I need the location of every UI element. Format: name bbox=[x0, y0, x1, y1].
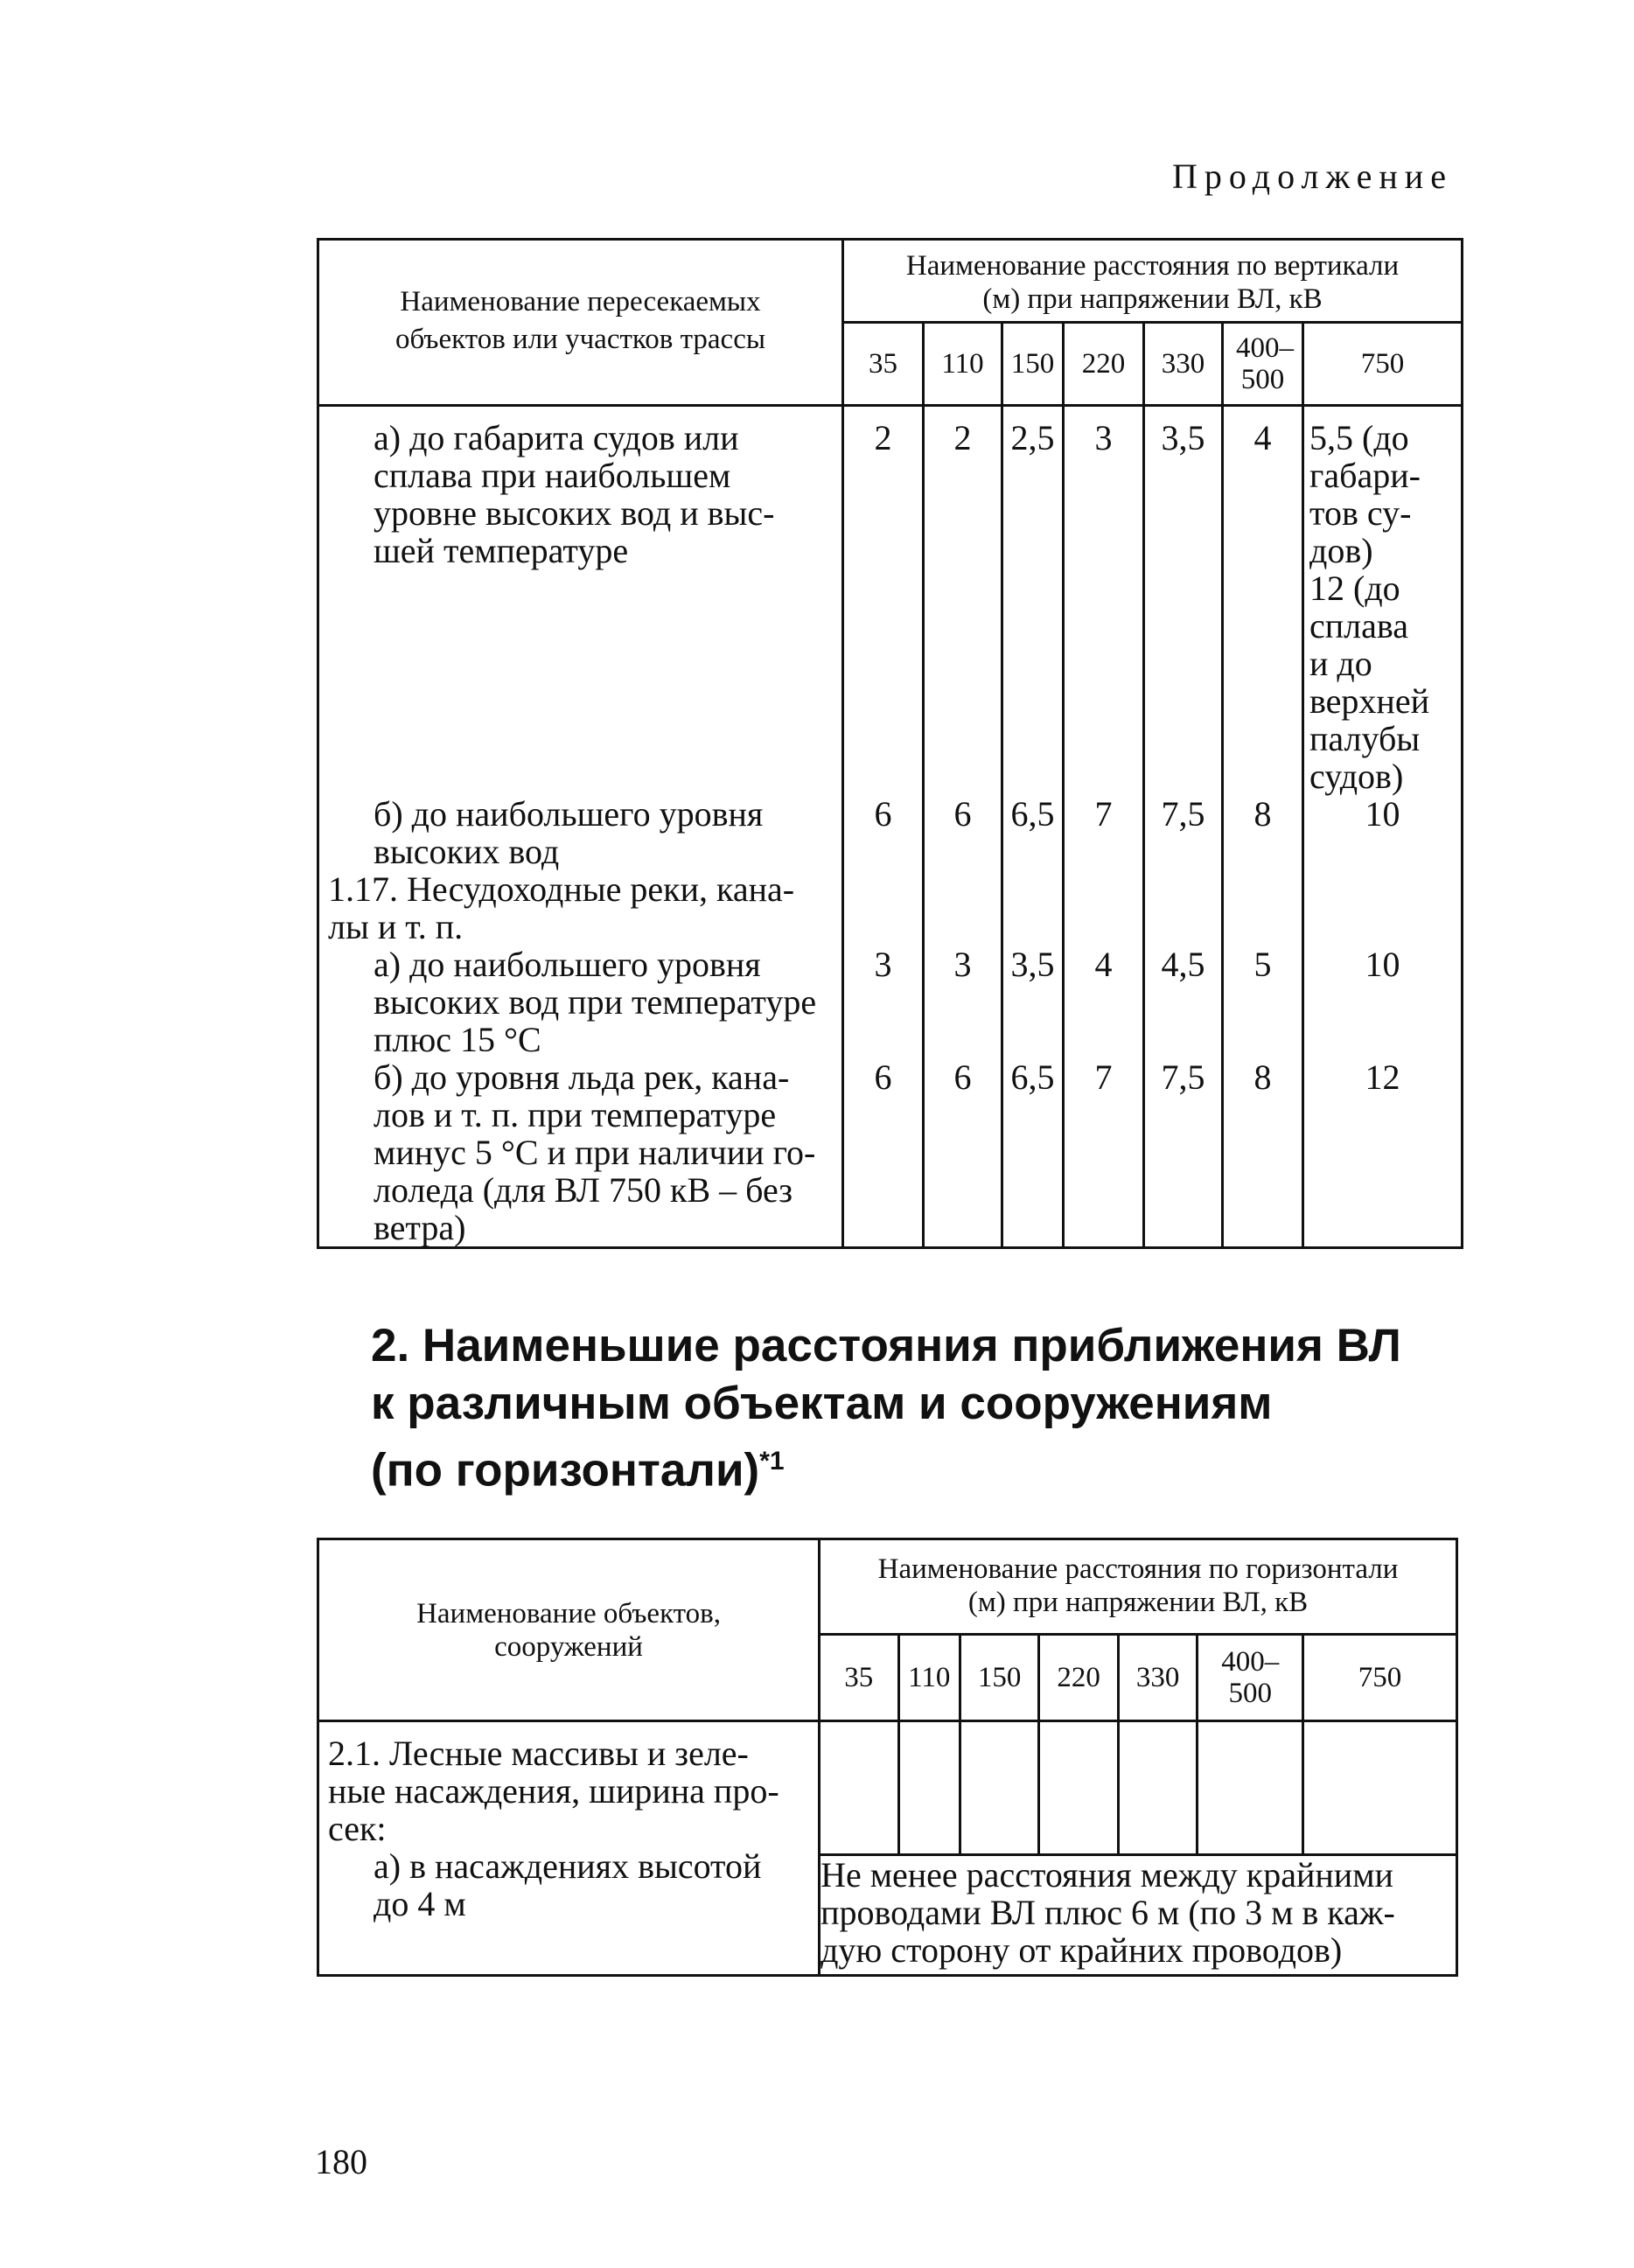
voltage-110: 110 bbox=[898, 1635, 960, 1721]
page-number: 180 bbox=[315, 2142, 367, 2181]
col-330-values: 3,5 7,5 4,5 7,5 bbox=[1144, 406, 1223, 1248]
col-35-values: 2 6 3 6 bbox=[843, 406, 924, 1248]
voltage-35: 35 bbox=[820, 1635, 898, 1721]
header-objects: Наименование пересекаемых объектов или участков трассы bbox=[318, 240, 843, 406]
col-400-500-values: 4 8 5 8 bbox=[1223, 406, 1303, 1248]
table-row bbox=[318, 406, 1463, 1248]
col-220-values: 3 7 4 7 bbox=[1064, 406, 1144, 1248]
merged-note: Не менее расстояния между крайними проводами ВЛ плюс 6 м (по 3 м в каж- дую сторону от крайних проводов) bbox=[820, 1855, 1457, 1976]
empty-cell bbox=[1303, 1721, 1457, 1855]
voltage-150: 150 bbox=[1002, 323, 1064, 406]
voltage-330: 330 bbox=[1118, 1635, 1197, 1721]
table-row bbox=[318, 1721, 1457, 1855]
col-150-values: 2,5 6,5 3,5 6,5 bbox=[1002, 406, 1064, 1248]
voltage-150: 150 bbox=[960, 1635, 1038, 1721]
empty-cell bbox=[1118, 1721, 1197, 1855]
empty-cell bbox=[1039, 1721, 1118, 1855]
voltage-35: 35 bbox=[843, 323, 924, 406]
voltage-220: 220 bbox=[1064, 323, 1144, 406]
row-labels: 2.1. Лесные массивы и зеле- ные насаждения, ширина про- сек: а) в насаждениях высотой до 4 м bbox=[318, 1721, 820, 1976]
row-labels: а) до габарита судов или сплава при наибольшем уровне высоких вод и выс- шей температуре б) до наибольшего уровня высоких вод 1.17. Несудоходные реки, кана- лы и т. п. а) до наибольшего уровня высоких вод при температуре плюс 15 °С б) до уровня льда рек, кана- лов и т. п. при температуре минус 5 °С и при наличии го- лоледа (для ВЛ 750 кВ – без ветра) bbox=[318, 406, 843, 1248]
voltage-400-500: 400–500 bbox=[1198, 1635, 1303, 1721]
section-heading: 2. Наименьшие расстояния приближения ВЛ к различным объектам и сооружениям (по горизонтали)$^{*1}$ bbox=[371, 1320, 1401, 1497]
empty-cell bbox=[960, 1721, 1038, 1855]
vertical-distance-table bbox=[317, 238, 1463, 1249]
voltage-330: 330 bbox=[1144, 323, 1223, 406]
continuation-label: Продолжение bbox=[1172, 157, 1453, 196]
empty-cell bbox=[898, 1721, 960, 1855]
empty-cell bbox=[1198, 1721, 1303, 1855]
voltage-400-500: 400–500 bbox=[1223, 323, 1303, 406]
voltage-750: 750 bbox=[1303, 323, 1463, 406]
voltage-110: 110 bbox=[924, 323, 1002, 406]
horizontal-distance-table bbox=[317, 1538, 1458, 1977]
footnote-mark: *1 bbox=[759, 1447, 785, 1476]
voltage-750: 750 bbox=[1303, 1635, 1457, 1721]
header-objects: Наименование объектов, сооружений bbox=[318, 1539, 820, 1721]
col-750-values: 5,5 (до габари- тов су- дов) 12 (до сплава и до верхней палубы судов) 10 10 12 bbox=[1303, 406, 1463, 1248]
empty-cell bbox=[820, 1721, 898, 1855]
voltage-220: 220 bbox=[1039, 1635, 1118, 1721]
header-distance-group: Наименование расстояния по вертикали (м) при напряжении ВЛ, кВ bbox=[843, 240, 1463, 323]
header-distance-group: Наименование расстояния по горизонтали (м) при напряжении ВЛ, кВ bbox=[820, 1539, 1457, 1635]
col-110-values: 2 6 3 6 bbox=[924, 406, 1002, 1248]
